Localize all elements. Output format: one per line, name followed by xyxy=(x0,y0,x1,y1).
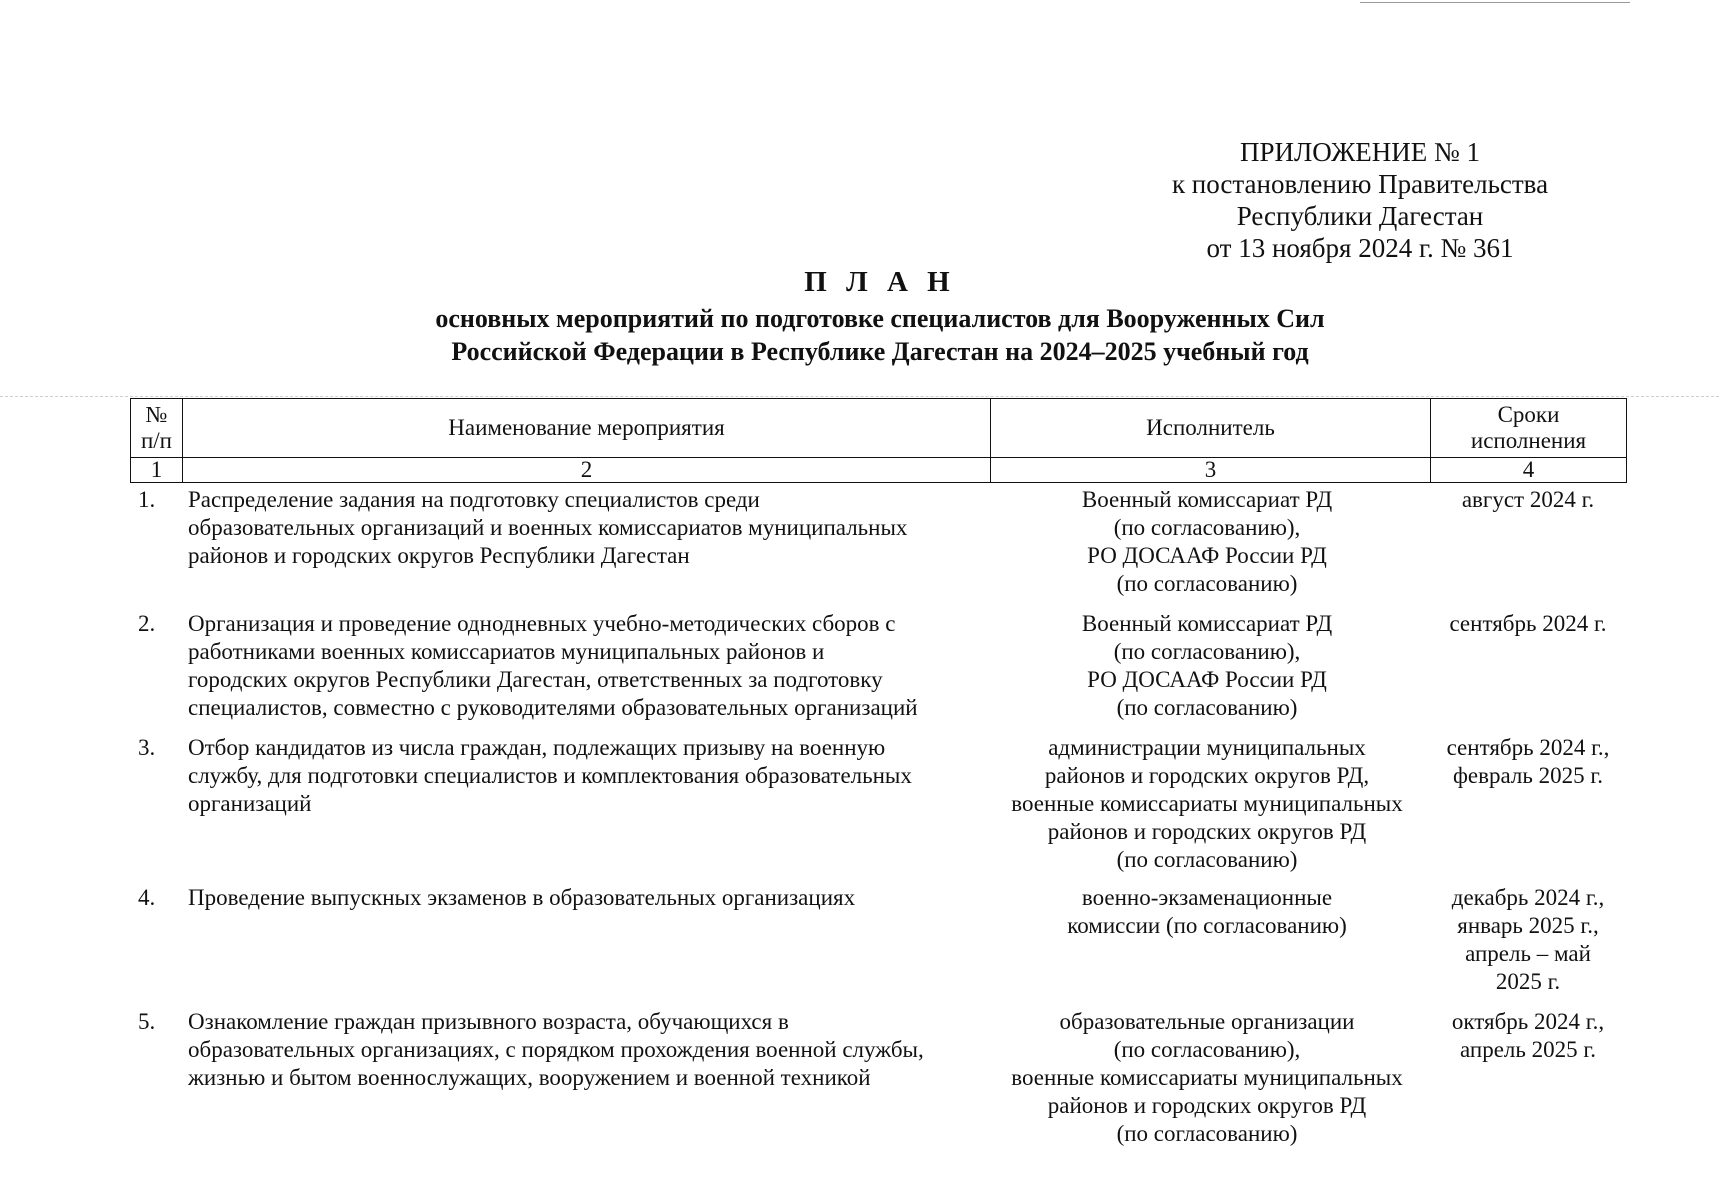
row-term: октябрь 2024 г., апрель 2025 г. xyxy=(1451,1009,1605,1062)
column-number-3: 3 xyxy=(991,458,1431,483)
appendix-number: ПРИЛОЖЕНИЕ № 1 xyxy=(1239,137,1481,167)
subtitle-line-1: основных мероприятий по подготовке специалистов для Вооруженных Сил xyxy=(435,304,1325,333)
scan-artifact-line xyxy=(1360,2,1630,3)
row-activity: Распределение задания на подготовку специалистов среди образовательных организаций и военных комиссариатов муниципальных районов и городских округов Республики Дагестан xyxy=(188,487,908,568)
row-number: 3. xyxy=(138,735,156,760)
header-executor: Исполнитель xyxy=(991,399,1431,458)
document-title: П Л А Н xyxy=(804,266,956,298)
row-number: 4. xyxy=(138,885,156,910)
row-executor: военно-экзаменационные комиссии (по согласованию) xyxy=(1067,885,1347,938)
row-term: август 2024 г. xyxy=(1461,487,1595,512)
row-term: сентябрь 2024 г. xyxy=(1449,611,1607,636)
row-activity: Ознакомление граждан призывного возраста, обучающихся в образовательных организациях, с порядком прохождения военной службы, жизнью и бытом военнослужащих, вооружением и военной техникой xyxy=(188,1009,924,1090)
header-name: Наименование мероприятия xyxy=(183,399,991,458)
row-executor: Военный комиссариат РД (по согласованию), РО ДОСААФ России РД (по согласованию) xyxy=(1081,611,1333,720)
column-number-1: 1 xyxy=(131,458,183,483)
row-number: 5. xyxy=(138,1009,156,1034)
document-subtitle xyxy=(300,302,1460,368)
row-executor: администрации муниципальных районов и городских округов РД, военные комиссариаты муниципальных районов и городских округов РД (по согласованию) xyxy=(1011,735,1403,872)
subtitle-line-2: Российской Федерации в Республике Дагестан на 2024–2025 учебный год xyxy=(451,337,1309,366)
appendix-resolution: к постановлению Правительства xyxy=(1171,169,1549,199)
header-num: № п/п xyxy=(131,399,183,458)
appendix-republic: Республики Дагестан xyxy=(1236,201,1484,231)
row-number: 2. xyxy=(138,611,156,636)
plan-table-header xyxy=(130,398,1627,483)
header-term: Сроки исполнения xyxy=(1431,399,1627,458)
row-activity: Организация и проведение однодневных учебно-методических сборов с работниками военных комиссариатов муниципальных районов и городских округов Республики Дагестан, ответственных за подготовку специалистов, совместно с руководителями образовательных организаций xyxy=(188,611,918,720)
row-term: декабрь 2024 г., январь 2025 г., апрель – май 2025 г. xyxy=(1451,885,1605,994)
scan-artifact-dashed-line xyxy=(0,396,1719,397)
row-activity: Отбор кандидатов из числа граждан, подлежащих призыву на военную службу, для подготовки специалистов и комплектования образовательных организаций xyxy=(188,735,912,816)
column-number-4: 4 xyxy=(1431,458,1627,483)
row-executor: Военный комиссариат РД (по согласованию), РО ДОСААФ России РД (по согласованию) xyxy=(1081,487,1333,596)
row-number: 1. xyxy=(138,487,156,512)
row-activity: Проведение выпускных экзаменов в образовательных организациях xyxy=(188,885,856,910)
row-term: сентябрь 2024 г., февраль 2025 г. xyxy=(1446,735,1610,788)
column-number-2: 2 xyxy=(183,458,991,483)
appendix-header xyxy=(1140,136,1580,264)
appendix-date: от 13 ноября 2024 г. № 361 xyxy=(1206,233,1514,263)
row-executor: образовательные организации (по согласованию), военные комиссариаты муниципальных районов и городских округов РД (по согласованию) xyxy=(1011,1009,1403,1146)
